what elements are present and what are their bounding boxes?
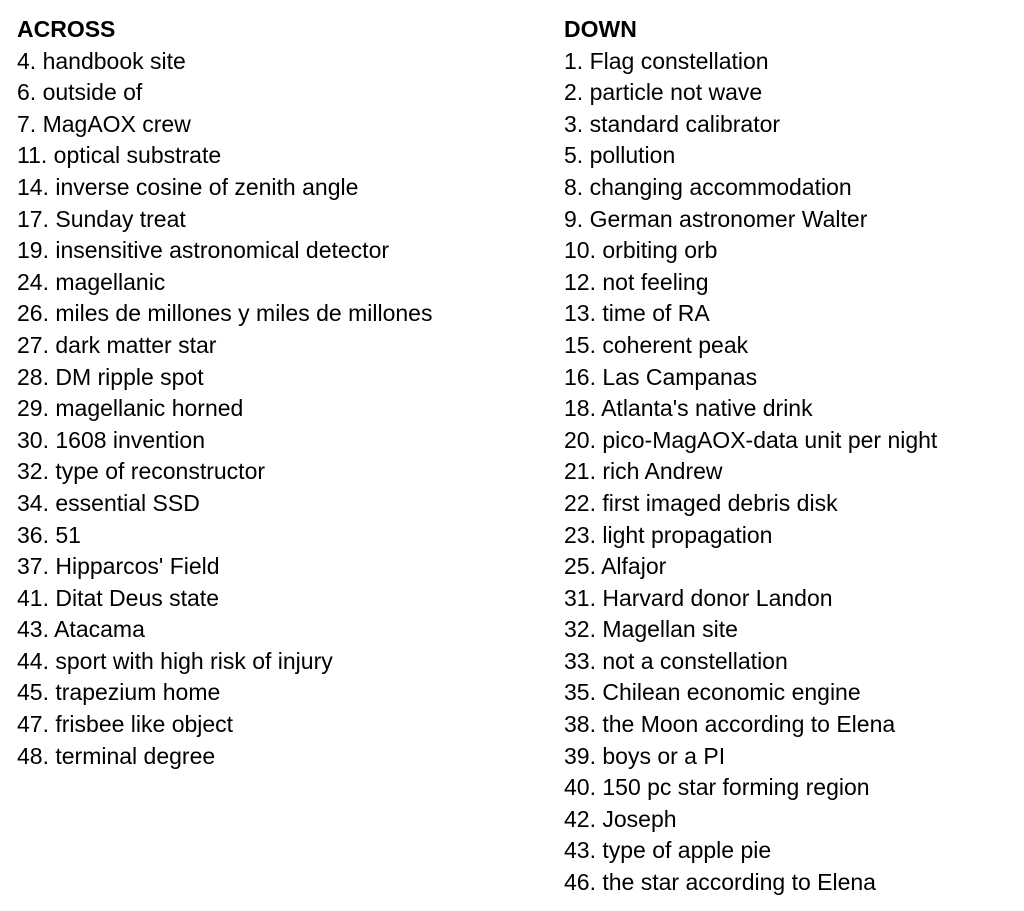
across-clue: 17. Sunday treat (17, 205, 186, 232)
across-clue: 6. outside of (17, 79, 143, 106)
across-heading: ACROSS (17, 16, 116, 42)
across-clue: 45. trapezium home (17, 679, 221, 706)
down-clue: 32. Magellan site (564, 616, 738, 643)
across-clues-column (17, 14, 547, 772)
down-clue: 46. the star according to Elena (564, 869, 876, 896)
across-clue: 27. dark matter star (17, 331, 217, 358)
across-clue: 32. type of reconstructor (17, 458, 266, 485)
across-clue: 24. magellanic (17, 268, 166, 295)
down-clue: 21. rich Andrew (564, 458, 723, 485)
down-clue: 22. first imaged debris disk (564, 489, 838, 516)
across-clue: 37. Hipparcos' Field (17, 553, 220, 580)
across-clue: 30. 1608 invention (17, 426, 205, 453)
across-clue: 36. 51 (17, 521, 81, 548)
down-clue: 38. the Moon according to Elena (564, 711, 896, 738)
down-clue: 9. German astronomer Walter (564, 205, 868, 232)
down-clue: 2. particle not wave (564, 79, 763, 106)
down-clue: 1. Flag constellation (564, 47, 769, 74)
down-clue: 12. not feeling (564, 268, 709, 295)
across-clue: 28. DM ripple spot (17, 363, 204, 390)
across-clue: 41. Ditat Deus state (17, 584, 219, 611)
down-clue: 15. coherent peak (564, 331, 749, 358)
down-heading: DOWN (564, 16, 637, 42)
down-clue: 3. standard calibrator (564, 110, 781, 137)
down-clue: 39. boys or a PI (564, 742, 726, 769)
down-clue: 16. Las Campanas (564, 363, 758, 390)
down-clue: 20. pico-MagAOX-data unit per night (564, 426, 938, 453)
across-clue: 48. terminal degree (17, 742, 216, 769)
across-clue-list (17, 46, 547, 773)
down-clue-list (564, 46, 1019, 899)
down-clue: 33. not a constellation (564, 647, 788, 674)
across-clue: 7. MagAOX crew (17, 110, 191, 137)
across-clue: 34. essential SSD (17, 489, 200, 516)
down-clue: 23. light propagation (564, 521, 773, 548)
across-clue: 14. inverse cosine of zenith angle (17, 173, 359, 200)
across-clue: 29. magellanic horned (17, 395, 244, 422)
across-clue: 44. sport with high risk of injury (17, 647, 333, 674)
down-clue: 18. Atlanta's native drink (564, 395, 813, 422)
down-clue: 13. time of RA (564, 300, 710, 327)
across-clue: 26. miles de millones y miles de millones (17, 300, 433, 327)
across-clue: 11. optical substrate (17, 142, 222, 169)
down-clue: 25. Alfajor (564, 553, 667, 580)
down-clue: 31. Harvard donor Landon (564, 584, 833, 611)
down-clue: 43. type of apple pie (564, 837, 772, 864)
down-clues-column (564, 14, 1019, 899)
across-clue: 47. frisbee like object (17, 711, 234, 738)
across-clue: 43. Atacama (17, 616, 145, 643)
across-clue: 19. insensitive astronomical detector (17, 237, 390, 264)
down-clue: 5. pollution (564, 142, 676, 169)
down-clue: 10. orbiting orb (564, 237, 718, 264)
down-clue: 35. Chilean economic engine (564, 679, 861, 706)
down-clue: 8. changing accommodation (564, 173, 852, 200)
across-clue: 4. handbook site (17, 47, 186, 74)
down-clue: 42. Joseph (564, 805, 677, 832)
down-clue: 40. 150 pc star forming region (564, 774, 870, 801)
